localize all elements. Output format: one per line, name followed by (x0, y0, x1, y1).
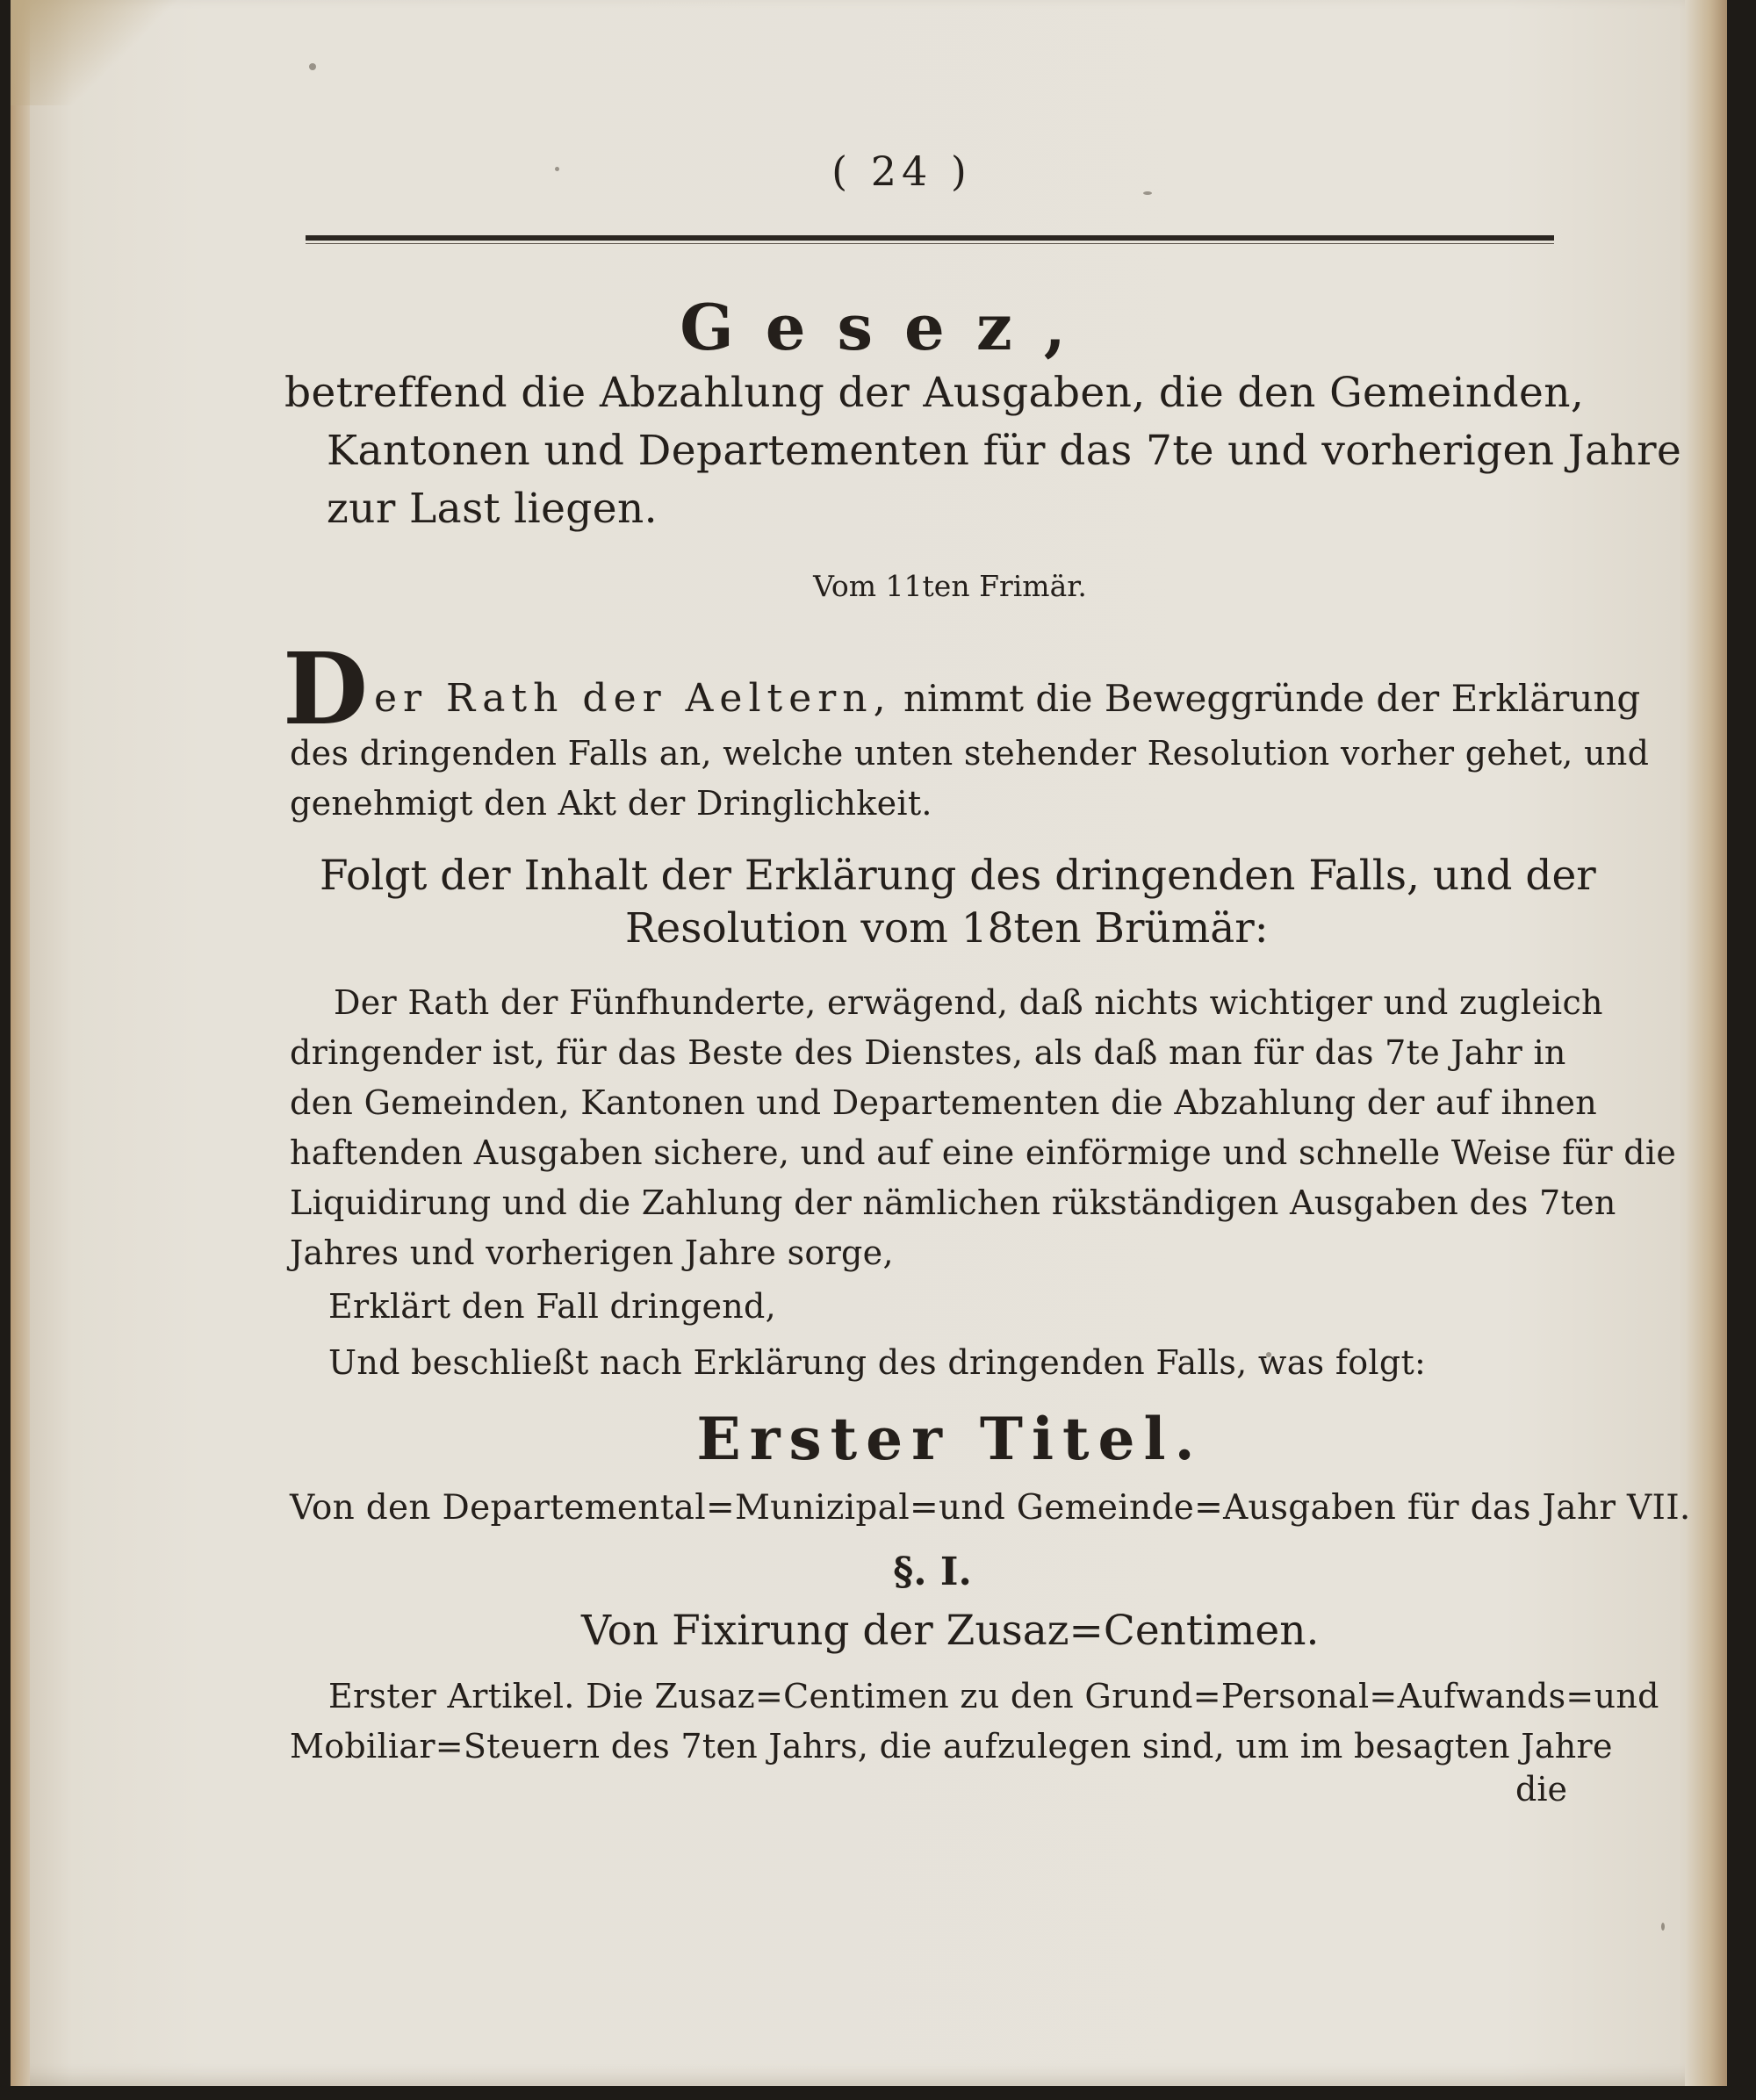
drop-cap: D (283, 632, 369, 747)
subtitle-line-1: betreffend die Abzahlung der Ausgaben, die den Gemeinden, (284, 369, 1585, 417)
law-title: Gesez, (680, 290, 1098, 364)
header-rule (306, 235, 1554, 241)
subtitle-line-2: Kantonen und Departementen für das 7te und vorherigen Jahre (327, 427, 1682, 475)
title-one-label: Erster Titel. (696, 1405, 1204, 1473)
header-rule-thin (306, 243, 1554, 244)
resolution-line-5: Liquidirung und die Zahlung der nämlichen rükständigen Ausgaben des 7ten (290, 1183, 1616, 1222)
catchword: die (1515, 1770, 1567, 1809)
ink-speck (1143, 191, 1152, 195)
section-one-heading: Von Fixirung der Zusaz=Centimen. (581, 1607, 1320, 1655)
intro-first-line-rest: nimmt die Beweggründe der Erklärung (891, 677, 1641, 720)
subtitle-line-3: zur Last liegen. (327, 485, 658, 533)
section-heading-line-1: Folgt der Inhalt der Erklärung des dringenden Falls, und der (320, 852, 1596, 900)
article-line-1: Erster Artikel. Die Zusaz=Centimen zu den Grund=Personal=Aufwands=und (328, 1677, 1659, 1715)
resolution-resolves: Und beschließt nach Erklärung des dringenden Falls, was folgt: (328, 1343, 1427, 1382)
intro-line-3: genehmigt den Akt der Dringlichkeit. (290, 784, 932, 823)
book-page (11, 0, 1727, 2086)
article-line-2: Mobiliar=Steuern des 7ten Jahrs, die aufzulegen sind, um im besagten Jahre (290, 1727, 1613, 1766)
resolution-line-3: den Gemeinden, Kantonen und Departementen die Abzahlung der auf ihnen (290, 1083, 1598, 1122)
page-fore-edge (1685, 0, 1727, 2086)
page-gutter-edge (11, 0, 30, 2086)
intro-line-2: des dringenden Falls an, welche unten stehender Resolution vorher gehet, und (290, 734, 1650, 773)
page-stain (11, 0, 186, 105)
section-mark: §. I. (893, 1550, 972, 1594)
title-one-description: Von den Departemental=Munizipal=und Gemeinde=Ausgaben für das Jahr VII. (290, 1488, 1691, 1528)
page-number: ( 24 ) (831, 147, 972, 195)
section-heading-line-2: Resolution vom 18ten Brümär: (625, 904, 1269, 953)
intro-first-line (374, 676, 1640, 721)
ink-speck (309, 63, 316, 70)
resolution-line-6: Jahres und vorherigen Jahre sorge, (290, 1233, 894, 1272)
ink-speck (555, 167, 559, 171)
resolution-line-4: haftenden Ausgaben sichere, und auf eine einförmige und schnelle Weise für die (290, 1133, 1677, 1172)
enactment-date: Vom 11ten Frimär. (813, 569, 1087, 603)
resolution-line-2: dringender ist, für das Beste des Dienstes, als daß man für das 7te Jahr in (290, 1033, 1566, 1072)
intro-first-line-spaced: er Rath der Aeltern, (374, 676, 892, 721)
ink-speck (1661, 1923, 1665, 1931)
resolution-declares: Erklärt den Fall dringend, (328, 1287, 777, 1326)
resolution-line-1: Der Rath der Fünfhunderte, erwägend, daß nichts wichtiger und zugleich (334, 983, 1603, 1022)
